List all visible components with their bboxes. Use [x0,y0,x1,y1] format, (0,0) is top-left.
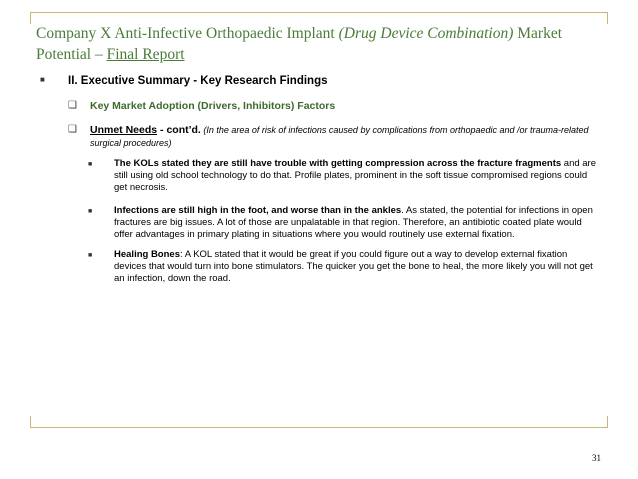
point-bold-text: Infections are still high in the foot, and worse than in the ankles [114,205,402,216]
section-heading: II. Executive Summary - Key Research Findings [68,75,328,87]
list-item [88,158,600,194]
subheading-market-adoption: Key Market Adoption (Drivers, Inhibitors) Factors [90,100,336,112]
hollow-square-bullet-icon: ❑ [68,100,77,111]
slide-title [36,23,606,65]
subheading-row-1 [68,100,604,113]
list-item [88,205,600,241]
contd-label: - cont’d. [157,124,201,136]
page-number: 31 [592,453,601,463]
list-item [88,249,600,285]
hollow-square-bullet-icon: ❑ [68,124,77,135]
point-text: . As stated, the potential for infections in open fractures are big issues. A lot of those are unpalatable in that region. Therefore, an antibiotic coated plate would offer advantages in primary plating in situations where you would routinely use external fixation. [114,205,593,240]
point-text: : A KOL stated that it would be great if you could figure out a way to develop external fixation devices that would turn into bone stimulators. The quicker you get the bone to heal, the more likely you will not get an infection, down the road. [114,249,593,284]
subheading-unmet-needs [90,124,604,150]
title-underlined-text: Final Report [106,46,185,63]
bottom-rule [30,427,608,428]
title-italic-text: (Drug Device Combination) [338,25,514,42]
point-bold-text: The KOLs stated they are still have trouble with getting compression across the fracture fragments [114,158,562,169]
section-heading-row [40,74,600,88]
subheading-row-2 [68,124,604,150]
top-left-rule [30,12,31,24]
unmet-needs-note: (In the area of risk of infections caused by complications from orthopaedic and /or trauma-related surgical procedures) [90,125,589,148]
small-square-bullet-icon: ■ [88,208,93,215]
small-square-bullet-icon: ■ [88,252,93,259]
small-square-bullet-icon: ■ [88,161,93,168]
top-right-rule [607,12,608,24]
top-rule [30,12,608,13]
title-text-2: Market Potential – [36,25,563,63]
square-bullet-icon: ■ [40,75,45,84]
point-text: and are still using old school technology to do that. Profile plates, prominent in the soft tissue compromised regions could get necrosis. [114,158,597,193]
point-bold-text: Healing Bones [114,249,180,260]
unmet-needs-label: Unmet Needs [90,124,158,136]
title-text: Company X Anti-Infective Orthopaedic Implant [36,25,339,42]
